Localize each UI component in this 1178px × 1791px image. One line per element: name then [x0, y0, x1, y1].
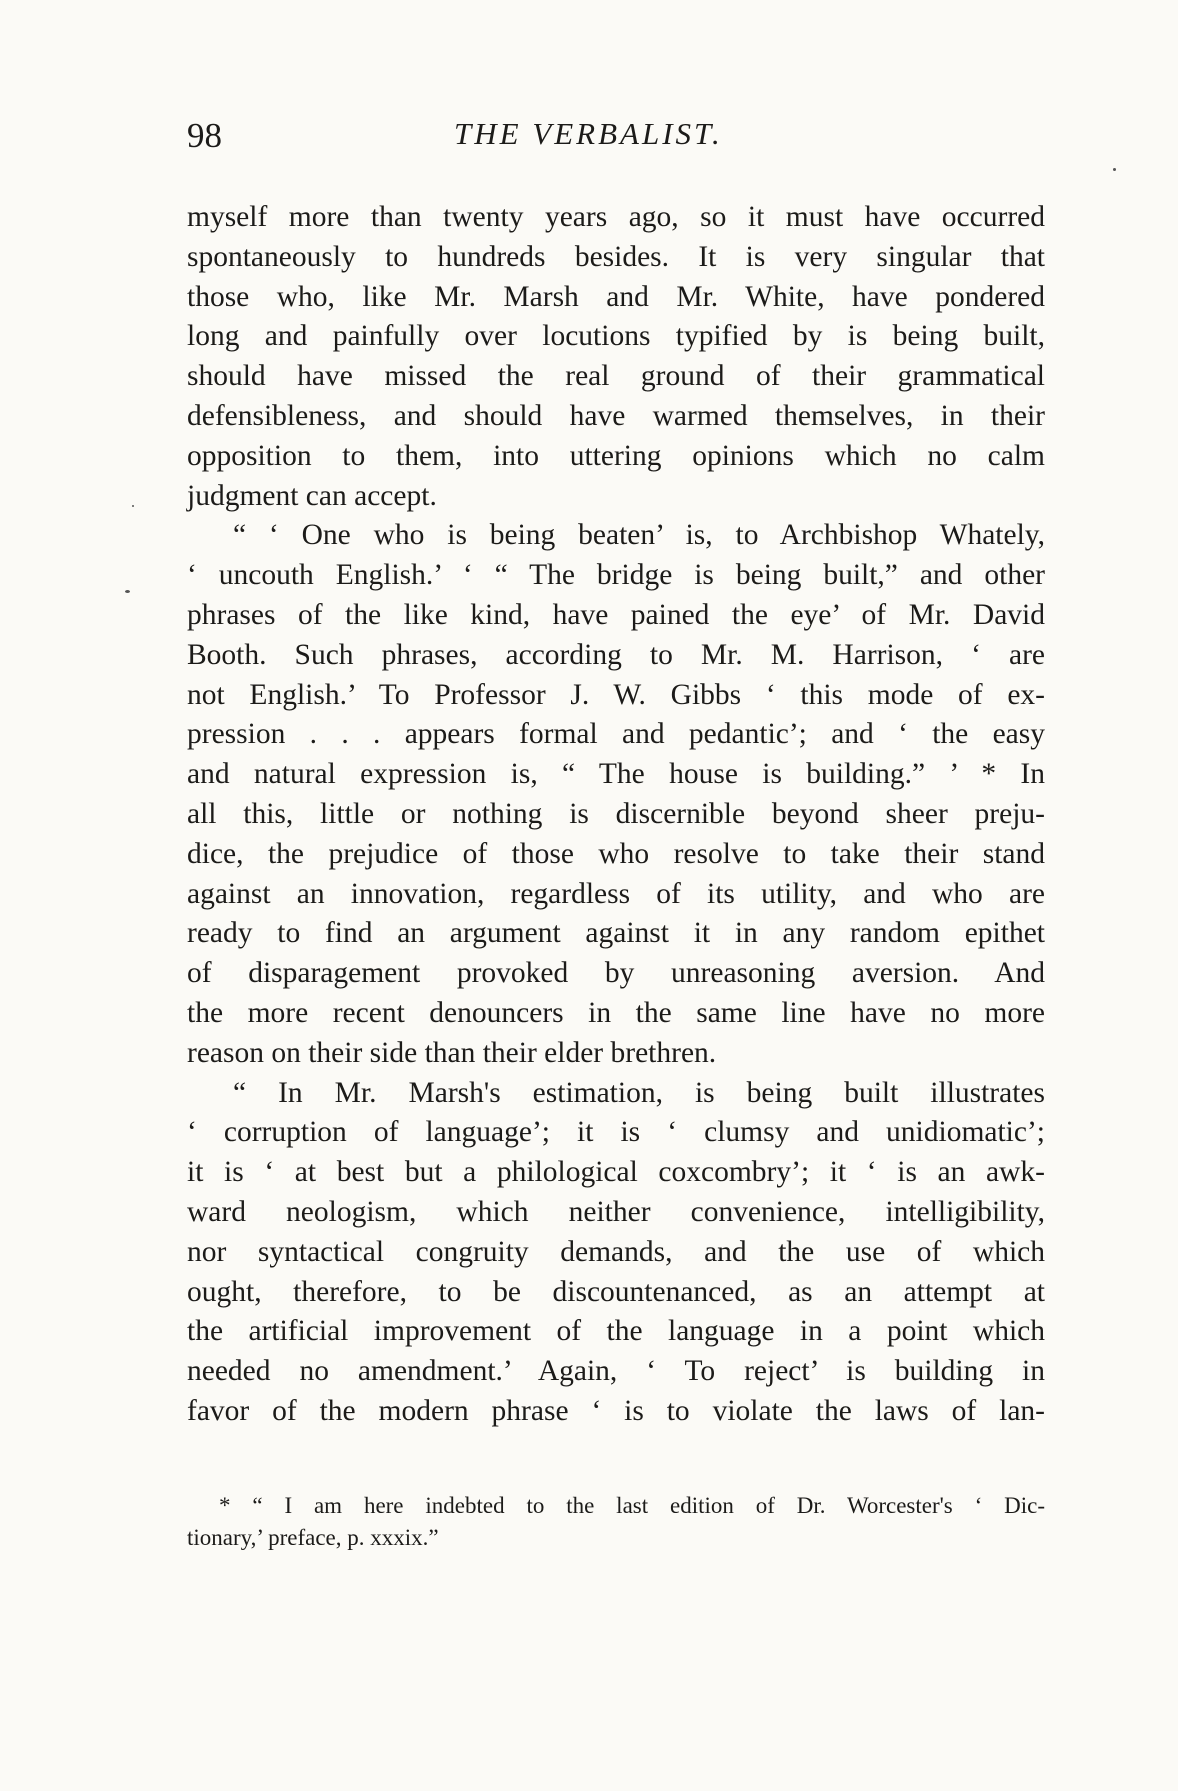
text-line: ‘ corruption of language’; it is ‘ clumsy and unidiomatic’;: [187, 1116, 1045, 1149]
text-line: it is ‘ at best but a philological coxcombry’; it ‘ is an awk-: [187, 1156, 1045, 1189]
paper-speck: [1113, 168, 1116, 171]
text-line: “ In Mr. Marsh's estimation, is being built illustrates: [233, 1076, 1045, 1109]
text-line: Booth. Such phrases, according to Mr. M. Harrison, ‘ are: [187, 638, 1045, 671]
paper-speck: [132, 505, 134, 507]
page-number: 98: [187, 116, 222, 155]
paragraph-1: [187, 198, 1045, 516]
text-line: ought, therefore, to be discountenanced, as an attempt at: [187, 1275, 1045, 1308]
running-title: THE VERBALIST.: [454, 116, 723, 151]
text-line: reason on their side than their elder brethren.: [187, 1036, 717, 1069]
text-line: opposition to them, into uttering opinions which no calm: [187, 439, 1045, 472]
text-line: should have missed the real ground of their grammatical: [187, 360, 1045, 393]
text-line: all this, little or nothing is discernible beyond sheer preju-: [187, 797, 1045, 830]
footnote-line: * “ I am here indebted to the last edition of Dr. Worcester's ‘ Dic-: [219, 1493, 1045, 1518]
text-line: defensibleness, and should have warmed themselves, in their: [187, 399, 1045, 432]
body-text: [187, 198, 1045, 1432]
paragraph-2: [187, 516, 1045, 1073]
text-line: ‘ uncouth English.’ ‘ “ The bridge is being built,” and other: [187, 559, 1045, 592]
text-line: and natural expression is, “ The house is building.” ’ * In: [187, 758, 1045, 791]
running-head: [187, 116, 1045, 164]
text-line: nor syntactical congruity demands, and the use of which: [187, 1235, 1045, 1268]
text-line: against an innovation, regardless of its utility, and who are: [187, 877, 1045, 910]
text-line: needed no amendment.’ Again, ‘ To reject’ is building in: [187, 1355, 1045, 1388]
text-line: ready to find an argument against it in any random epithet: [187, 917, 1045, 950]
text-line: of disparagement provoked by unreasoning aversion. And: [187, 957, 1045, 990]
footnote: [187, 1490, 1045, 1554]
text-line: spontaneously to hundreds besides. It is very singular that: [187, 240, 1045, 273]
text-line: myself more than twenty years ago, so it must have occurred: [187, 201, 1045, 233]
text-line: phrases of the like kind, have pained the eye’ of Mr. David: [187, 598, 1045, 631]
text-line: judgment can accept.: [187, 479, 437, 512]
footnote-line: tionary,’ preface, p. xxxix.”: [187, 1525, 439, 1550]
text-line: favor of the modern phrase ‘ is to violate the laws of lan-: [187, 1394, 1045, 1427]
text-line: the artificial improvement of the language in a point which: [187, 1315, 1045, 1348]
text-line: long and painfully over locutions typified by is being built,: [187, 320, 1045, 353]
text-line: ward neologism, which neither convenience, intelligibility,: [187, 1195, 1045, 1228]
text-line: not English.’ To Professor J. W. Gibbs ‘ this mode of ex-: [187, 678, 1045, 711]
text-line: dice, the prejudice of those who resolve to take their stand: [187, 837, 1045, 870]
text-line: pression . . . appears formal and pedantic’; and ‘ the easy: [187, 718, 1045, 751]
paragraph-3: [187, 1074, 1045, 1432]
text-line: the more recent denouncers in the same line have no more: [187, 996, 1045, 1029]
text-line: “ ‘ One who is being beaten’ is, to Archbishop Whately,: [233, 519, 1045, 552]
text-line: those who, like Mr. Marsh and Mr. White, have pondered: [187, 280, 1045, 313]
paper-speck: [125, 590, 130, 593]
